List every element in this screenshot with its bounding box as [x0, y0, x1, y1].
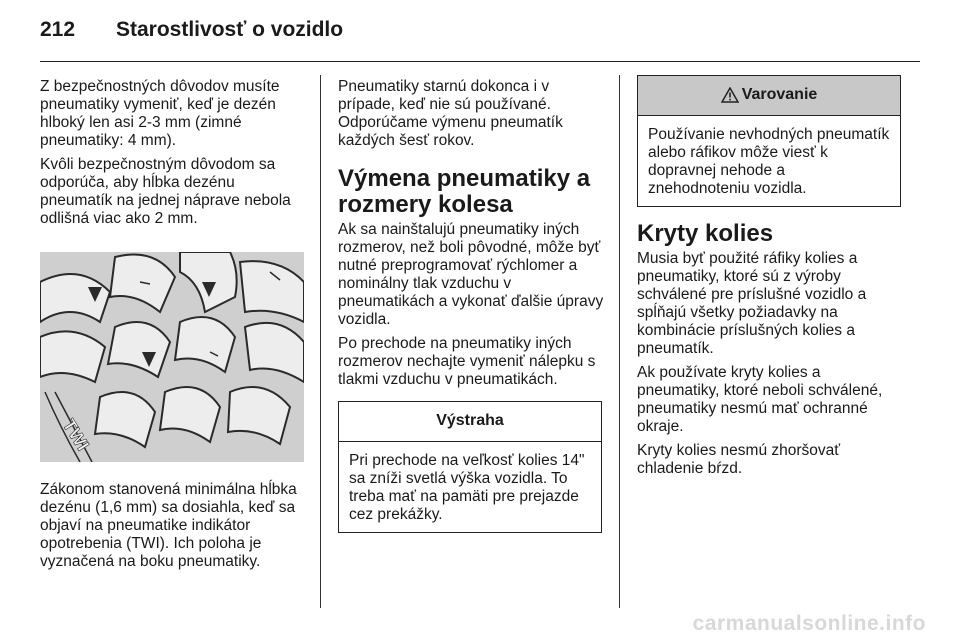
warning-triangle-icon [721, 87, 739, 103]
page-title: Starostlivosť o vozidlo [116, 18, 344, 41]
watermark: carmanualsonline.info [692, 612, 926, 635]
paragraph: Kvôli bezpečnostným dôvodom sa odporúča, aby hĺbka dezénu pneumatík na jednej náprave nebola odlišná viac ako 2 mm. [40, 156, 291, 227]
warning-body [638, 116, 900, 206]
caution-title: Výstraha [339, 402, 601, 442]
section-wheel-covers [637, 221, 905, 478]
caution-text: Pri prechode na veľkosť kolies 14" sa zníži svetlá výška vozidla. To treba mať na pamäti pre prejazde cez prekážky. [349, 452, 585, 523]
paragraph: Ak používate kryty kolies a pneumatiky, ktoré neboli schválené, pneumatiky nesmú mať ochranné okraje. [637, 364, 883, 435]
warning-title: Varovanie [741, 86, 818, 103]
warning-box [637, 75, 901, 207]
paragraph: Zákonom stanovená minimálna hĺbka dezénu (1,6 mm) sa dosiahla, keď sa objaví na pneumatike indikátor opotrebenia (TWI). Ich poloha je vyznačená na boku pneumatiky. [40, 481, 297, 570]
page-header [40, 18, 920, 48]
column-divider [619, 75, 620, 608]
caution-body [339, 442, 601, 532]
section-heading: Výmena pneumatiky a rozmery kolesa [338, 165, 591, 218]
twi-label: TWI [58, 415, 94, 455]
caution-box [338, 401, 602, 533]
paragraph: Musia byť použité ráfiky kolies a pneumatiky, ktoré sú z výroby schválené pre príslušné vozidlo a spĺňajú všetky požiadavky na kombinácie príslušných kolies a pneumatík. [637, 250, 867, 357]
paragraph: Pneumatiky starnú dokonca i v prípade, keď nie sú používané. Odporúčame výmenu pneumatík každých šesť rokov. [338, 78, 563, 149]
paragraph: Kryty kolies nesmú zhoršovať chladenie bŕzd. [637, 442, 841, 477]
paragraph: Ak sa nainštalujú pneumatiky iných rozmerov, než boli pôvodné, môže byť nutné preprogramovať rýchlomer a nominálny tlak vzduchu v pneumatikách a vykonať ďalšie úpravy vozidla. [338, 221, 604, 328]
paragraph: Z bezpečnostných dôvodov musíte pneumatiky vymeniť, keď je dezén hlboký len asi 2-3 mm (zimné pneumatiky: 4 mm). [40, 78, 280, 149]
warning-text: Používanie nevhodných pneumatík alebo ráfikov môže viesť k dopravnej nehode a znehodnoteniu vozidla. [648, 126, 890, 197]
paragraph: Po prechode na pneumatiky iných rozmerov nechajte vymeniť nálepku s tlakmi vzduchu v pneumatikách. [338, 335, 596, 388]
column-2 [338, 78, 606, 533]
page-number: 212 [40, 18, 76, 41]
column-divider [320, 75, 321, 608]
section-tire-change [338, 166, 606, 389]
header-rule [40, 61, 920, 62]
section-heading: Kryty kolies [637, 220, 774, 247]
column-1 [40, 78, 308, 577]
column-3 [637, 75, 905, 484]
tire-tread-illustration [40, 252, 304, 462]
warning-header [638, 76, 900, 116]
